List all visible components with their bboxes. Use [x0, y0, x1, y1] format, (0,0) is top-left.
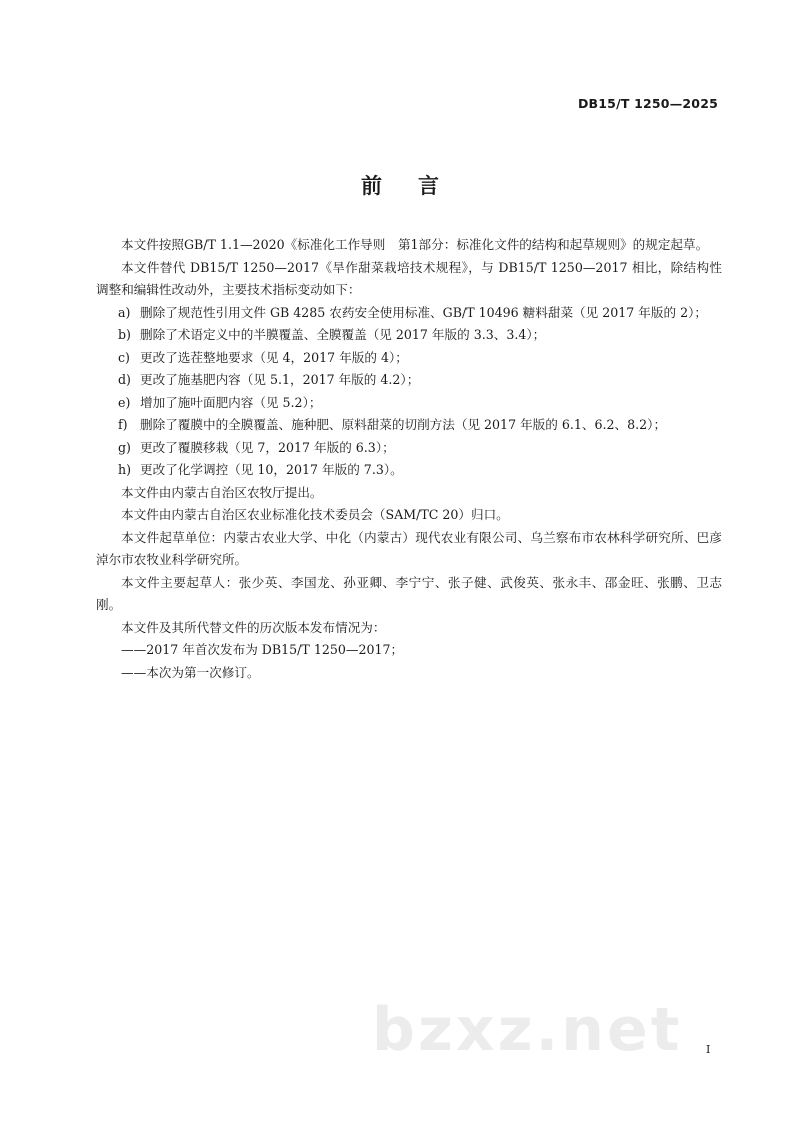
list-item-text: 更改了选茬整地要求（见 4，2017 年版的 4）；: [140, 349, 408, 365]
list-item-text: 删除了覆膜中的全膜覆盖、施种肥、原料甜菜的切削方法（见 2017 年版的 6.1、6.2、8.2）；: [140, 417, 667, 432]
paragraph-proposer: 本文件由内蒙古自治区农牧厅提出。: [121, 484, 323, 500]
list-item: [96, 369, 722, 392]
page-number: I: [706, 1043, 711, 1056]
page-title: 前言: [361, 174, 475, 198]
list-item: [96, 347, 722, 370]
list-item-text: 删除了术语定义中的半膜覆盖、全膜覆盖（见 2017 年版的 3.3、3.4）；: [140, 327, 546, 342]
list-item: [96, 392, 722, 415]
standard-number: DB15/T 1250—2025: [577, 96, 718, 111]
watermark: bzxz.net: [372, 995, 683, 1065]
list-item: [96, 302, 722, 325]
document-body: [96, 234, 722, 684]
list-item-text: 更改了化学调控（见 10，2017 年版的 7.3）。: [140, 462, 403, 477]
list-item: [96, 414, 722, 437]
paragraph-drafters: 本文件主要起草人：张少英、李国龙、孙亚卿、李宁宁、张子健、武俊英、张永丰、邵金旺、张鹏、卫志刚。: [96, 574, 722, 612]
list-item-text: 更改了覆膜移栽（见 7，2017 年版的 6.3）；: [140, 439, 395, 455]
list-item: [96, 324, 722, 347]
list-item-marker: g): [118, 439, 131, 455]
list-item-text: 删除了规范性引用文件 GB 4285 农药安全使用标准、GB/T 10496 糖料甜菜（见 2017 年版的 2）；: [140, 304, 707, 320]
list-item: [96, 459, 722, 482]
paragraph-drafting-units: 本文件起草单位：内蒙古农业大学、中化（内蒙古）现代农业有限公司、乌兰察布市农林科学研究所、巴彦淖尔市农牧业科学研究所。: [96, 529, 722, 567]
list-item-text: 更改了施基肥内容（见 5.1，2017 年版的 4.2）；: [140, 372, 420, 387]
list-item-marker: c): [118, 349, 130, 365]
list-item-marker: b): [118, 327, 131, 342]
list-item-marker: f): [118, 417, 128, 432]
change-list: [96, 302, 722, 482]
list-item-marker: a): [118, 304, 131, 320]
list-item-marker: h): [118, 462, 132, 477]
paragraph-replacement: 本文件替代 DB15/T 1250—2017《旱作甜菜栽培技术规程》，与 DB15/T 1250—2017 相比，除结构性调整和编辑性改动外，主要技术指标变动如下：: [96, 259, 722, 297]
history-item: ——2017 年首次发布为 DB15/T 1250—2017；: [121, 642, 404, 657]
paragraph-history-intro: 本文件及其所代替文件的历次版本发布情况为：: [121, 619, 386, 635]
paragraph-drafting-rules: 本文件按照GB/T 1.1—2020《标准化工作导则 第1部分：标准化文件的结构和起草规则》的规定起草。: [121, 237, 709, 252]
history-item: ——本次为第一次修订。: [121, 664, 260, 680]
list-item-marker: e): [118, 394, 131, 410]
list-item: [96, 437, 722, 460]
paragraph-committee: 本文件由内蒙古自治区农业标准化技术委员会（SAM/TC 20）归口。: [121, 507, 509, 522]
list-item-text: 增加了施叶面肥内容（见 5.2）；: [140, 394, 322, 410]
list-item-marker: d): [118, 372, 131, 387]
